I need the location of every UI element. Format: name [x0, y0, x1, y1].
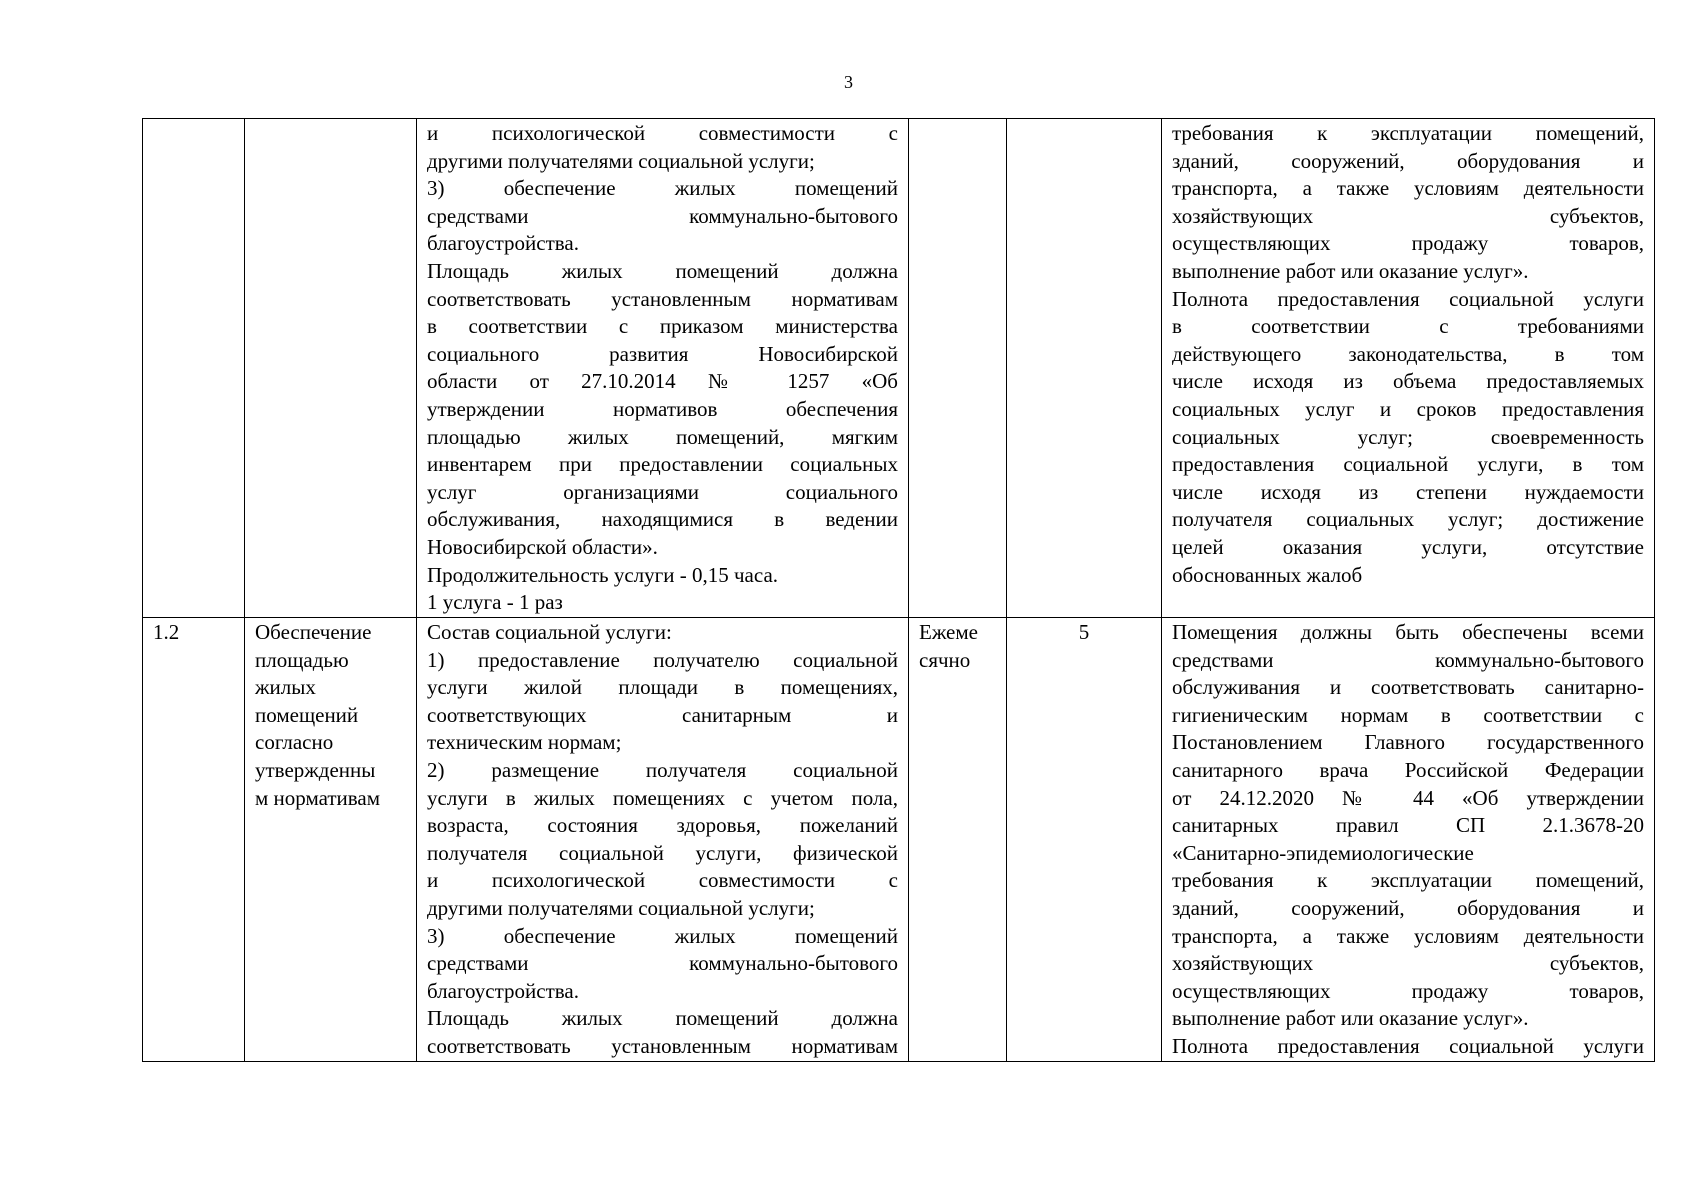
text-line: Полнота предоставления социальной услуги	[1172, 286, 1644, 311]
text-line: социального развития Новосибирской	[427, 341, 898, 366]
text-line: соответствовать установленным нормативам	[427, 286, 898, 311]
cell-quality-indicators	[1162, 618, 1655, 1062]
text-line: числе исходя из степени нуждаемости	[1172, 479, 1644, 504]
text-line: Новосибирской области».	[427, 534, 658, 559]
text-line: 1) предоставление получателю социальной	[427, 647, 898, 672]
text-line: обслуживания и соответствовать санитарно-	[1172, 675, 1644, 700]
text-line: числе исходя из объема предоставляемых	[1172, 369, 1644, 394]
cell-service-content	[417, 618, 909, 1062]
text-line: Продолжительность услуги - 0,15 часа.	[427, 562, 779, 587]
text-line: предоставления социальной услуги, в том	[1172, 452, 1644, 477]
text-line: выполнение работ или оказание услуг».	[1172, 258, 1529, 283]
text-line: Постановлением Главного государственного	[1172, 730, 1644, 755]
cell-number	[143, 119, 245, 618]
text-line: помещений	[255, 702, 359, 727]
text-line: соответствующих санитарным и	[427, 702, 898, 727]
text-line: транспорта, а также условиям деятельности	[1172, 923, 1644, 948]
text-line: другими получателями социальной услуги;	[427, 895, 815, 920]
text-line: 3) обеспечение жилых помещений	[427, 176, 898, 201]
text-line: услуги в жилых помещениях с учетом пола,	[427, 785, 898, 810]
text-line: 2) размещение получателя социальной	[427, 757, 898, 782]
text-line: получателя социальных услуг; достижение	[1172, 507, 1644, 532]
text-line: получателя социальной услуги, физической	[427, 840, 898, 865]
cell-volume	[1007, 119, 1162, 618]
cell-periodicity	[909, 119, 1007, 618]
text-line: Помещения должны быть обеспечены всеми	[1172, 620, 1644, 644]
text-line: зданий, сооружений, оборудования и	[1172, 895, 1644, 920]
text-line: 3) обеспечение жилых помещений	[427, 923, 898, 948]
text-line: услуги жилой площади в помещениях,	[427, 675, 898, 700]
text-line: сячно	[919, 647, 971, 672]
text-line: действующего законодательства, в том	[1172, 341, 1644, 366]
text-line: средствами коммунально-бытового	[1172, 647, 1644, 672]
text-line: хозяйствующих субъектов,	[1172, 203, 1644, 228]
table-row	[143, 618, 1655, 1062]
text-line: социальных услуг и сроков предоставления	[1172, 396, 1644, 421]
text-line: соответствовать установленным нормативам	[427, 1033, 898, 1058]
cell-service-content	[417, 119, 909, 618]
text-line: выполнение работ или оказание услуг».	[1172, 1006, 1529, 1031]
text-line: зданий, сооружений, оборудования и	[1172, 148, 1644, 173]
text-line: жилых	[255, 675, 316, 700]
text-line: осуществляющих продажу товаров,	[1172, 231, 1644, 256]
text-line: средствами коммунально-бытового	[427, 951, 898, 976]
text-line: требования к эксплуатации помещений,	[1172, 121, 1644, 145]
cell-volume: 5	[1007, 618, 1162, 1062]
text-line: услуг организациями социального	[427, 479, 898, 504]
text-line: в соответствии с приказом министерства	[427, 314, 898, 339]
text-line: инвентарем при предоставлении социальных	[427, 452, 898, 477]
text-line: в соответствии с требованиями	[1172, 314, 1644, 339]
text-line: утверждении нормативов обеспечения	[427, 396, 898, 421]
text-line: возраста, состояния здоровья, пожеланий	[427, 813, 898, 838]
text-line: площадью жилых помещений, мягким	[427, 424, 898, 449]
text-line: и психологической совместимости с	[427, 868, 898, 893]
text-line: целей оказания услуги, отсутствие	[1172, 534, 1644, 559]
page-number: 3	[844, 72, 853, 92]
text-line: согласно	[255, 730, 334, 755]
text-line: благоустройства.	[427, 978, 579, 1003]
text-line: социальных услуг; своевременность	[1172, 424, 1644, 449]
text-line: области от 27.10.2014 № 1257 «Об	[427, 369, 898, 394]
text-line: хозяйствующих субъектов,	[1172, 951, 1644, 976]
text-line: Ежеме	[919, 620, 978, 644]
text-line: м нормативам	[255, 785, 381, 810]
cell-periodicity	[909, 618, 1007, 1062]
cell-service-name	[245, 618, 417, 1062]
text-line: Полнота предоставления социальной услуги	[1172, 1033, 1644, 1058]
text-line: санитарных правил СП 2.1.3678-20	[1172, 813, 1644, 838]
text-line: Площадь жилых помещений должна	[427, 258, 898, 283]
text-line: обслуживания, находящимися в ведении	[427, 507, 898, 532]
text-line: транспорта, а также условиям деятельности	[1172, 176, 1644, 201]
text-line: техническим нормам;	[427, 730, 622, 755]
text-line: другими получателями социальной услуги;	[427, 148, 815, 173]
cell-service-name	[245, 119, 417, 618]
text-line: от 24.12.2020 № 44 «Об утверждении	[1172, 785, 1644, 810]
text-line: 1 услуга - 1 раз	[427, 590, 563, 615]
text-line: санитарного врача Российской Федерации	[1172, 757, 1644, 782]
text-line: требования к эксплуатации помещений,	[1172, 868, 1644, 893]
table-row	[143, 119, 1655, 618]
text-line: Состав социальной услуги:	[427, 620, 672, 644]
text-line: благоустройства.	[427, 231, 579, 256]
text-line: площадью	[255, 647, 349, 672]
text-line: Площадь жилых помещений должна	[427, 1006, 898, 1031]
text-line: обоснованных жалоб	[1172, 562, 1363, 587]
text-line: утвержденны	[255, 757, 376, 782]
cell-number: 1.2	[143, 618, 245, 1062]
text-line: гигиеническим нормам в соответствии с	[1172, 702, 1644, 727]
text-line: «Санитарно-эпидемиологические	[1172, 840, 1474, 865]
text-line: средствами коммунально-бытового	[427, 203, 898, 228]
services-table	[142, 118, 1655, 1062]
text-line: осуществляющих продажу товаров,	[1172, 978, 1644, 1003]
text-line: и психологической совместимости с	[427, 121, 898, 145]
cell-quality-indicators	[1162, 119, 1655, 618]
text-line: Обеспечение	[255, 620, 372, 644]
